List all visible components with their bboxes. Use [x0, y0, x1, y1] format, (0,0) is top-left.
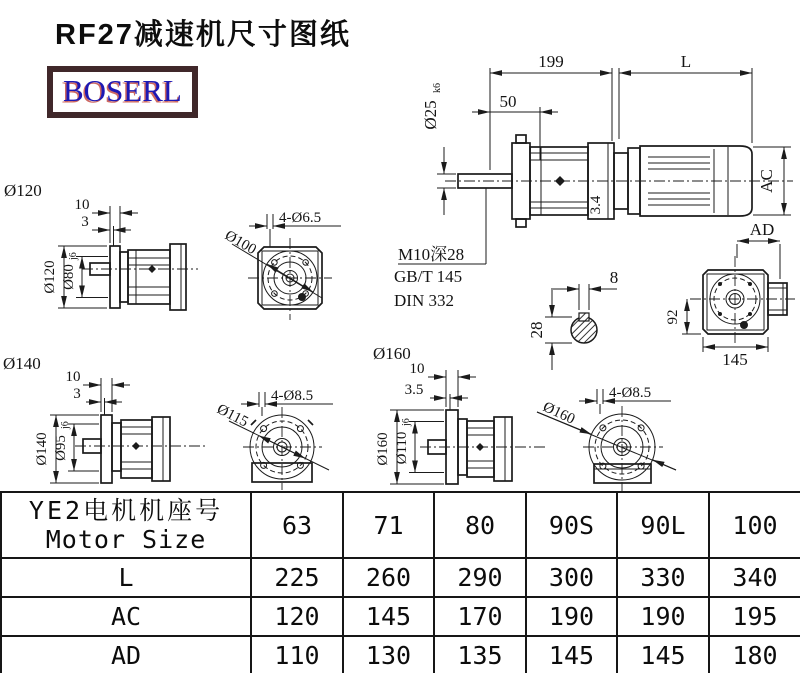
table-cell: 260	[343, 558, 434, 597]
table-header-row	[1, 492, 800, 558]
face-115-view	[214, 388, 333, 490]
flange-160-spigot-dia: Ø110	[394, 431, 410, 465]
thread-note-line1: M10深28	[398, 245, 465, 264]
column-header: 63	[251, 492, 343, 558]
header-cn: YE2电机机座号	[28, 496, 224, 526]
key-width-dim: 8	[609, 268, 619, 287]
table-cell: 130	[343, 636, 434, 673]
face-160-view	[537, 385, 676, 492]
flange-160-dim-3-5: 3.5	[404, 382, 424, 398]
shaft-key-section	[527, 268, 618, 370]
flange-160-dim-10: 10	[409, 361, 425, 377]
table-header-motor-size	[1, 492, 251, 558]
face-160-holes: 4-Ø8.5	[609, 385, 652, 401]
column-header: 80	[434, 492, 526, 558]
table-cell: 190	[617, 597, 709, 636]
flange-120-dim-10: 10	[74, 197, 90, 213]
flange-120-dim-3: 3	[81, 214, 89, 230]
table-cell: 170	[434, 597, 526, 636]
thread-note-line2: GB/T 145	[394, 267, 463, 286]
row-label: AD	[1, 636, 251, 673]
face-115-bolt-circle: Ø115	[214, 401, 251, 431]
table-cell: 145	[617, 636, 709, 673]
table-cell: 300	[526, 558, 617, 597]
thread-note	[394, 188, 486, 310]
table-cell: 225	[251, 558, 343, 597]
main-dim-ad: AD	[749, 220, 775, 239]
flange-140-dim-3: 3	[73, 386, 81, 402]
flange-140-spigot-dia: Ø95	[53, 435, 69, 461]
table-cell: 120	[251, 597, 343, 636]
flange-140-outer-dia: Ø140	[34, 432, 50, 466]
main-shaft-tol: k6	[432, 83, 443, 93]
main-dim-ac: AC	[757, 169, 776, 193]
main-shaft-dia: Ø25	[421, 100, 440, 130]
table-cell: 195	[709, 597, 800, 636]
main-dim-L: L	[680, 52, 692, 71]
face-160-bolt-circle: Ø160	[540, 399, 578, 428]
table-cell: 290	[434, 558, 526, 597]
table-cell: 340	[709, 558, 800, 597]
page-title: RF27减速机尺寸图纸	[55, 19, 351, 51]
main-dim-199: 199	[538, 52, 564, 71]
motor-front-dim-145: 145	[722, 350, 748, 369]
face-100-view	[222, 210, 341, 320]
table-cell: 190	[526, 597, 617, 636]
flange-120-outer-dia: Ø120	[42, 260, 58, 294]
flange-120-side-view	[4, 181, 198, 310]
row-label: AC	[1, 597, 251, 636]
face-100-bolt-circle: Ø100	[222, 227, 259, 259]
main-dim-3-4: 3.4	[588, 195, 604, 215]
column-header: 90L	[617, 492, 709, 558]
flange-160-spigot-tol: j6	[401, 418, 412, 426]
table-row-AC	[1, 597, 800, 636]
main-side-view	[421, 52, 793, 279]
boserl-logo-text: BOSERL	[63, 73, 182, 108]
main-dim-50: 50	[499, 92, 517, 111]
thread-note-line3: DIN 332	[394, 291, 454, 310]
flange-140-spigot-tol: j6	[60, 421, 71, 429]
header-en: Motor Size	[45, 525, 207, 555]
flange-120-spigot-dia: Ø80	[61, 264, 77, 290]
column-header: 90S	[526, 492, 617, 558]
table-cell: 330	[617, 558, 709, 597]
table-cell: 145	[526, 636, 617, 673]
table-cell: 145	[343, 597, 434, 636]
table-row-L	[1, 558, 800, 597]
face-115-holes: 4-Ø8.5	[271, 388, 314, 404]
flange-140-title: Ø140	[3, 354, 41, 373]
column-header: 100	[709, 492, 800, 558]
flange-160-outer-dia: Ø160	[375, 432, 391, 466]
flange-160-side-view	[373, 344, 548, 484]
table-cell: 180	[709, 636, 800, 673]
table-row-AD	[1, 636, 800, 673]
flange-140-side-view	[3, 354, 205, 483]
row-label: L	[1, 558, 251, 597]
face-100-holes: 4-Ø6.5	[279, 210, 322, 226]
flange-140-dim-10: 10	[65, 369, 81, 385]
motor-front-view	[665, 256, 795, 369]
column-header: 71	[343, 492, 434, 558]
flange-120-spigot-tol: j6	[68, 252, 79, 260]
flange-160-title: Ø160	[373, 344, 411, 363]
motor-front-dim-92: 92	[665, 309, 681, 325]
shaft-height-dim: 28	[527, 321, 546, 339]
motor-size-table	[0, 491, 800, 673]
table-cell: 110	[251, 636, 343, 673]
table-cell: 135	[434, 636, 526, 673]
flange-120-title: Ø120	[4, 181, 42, 200]
